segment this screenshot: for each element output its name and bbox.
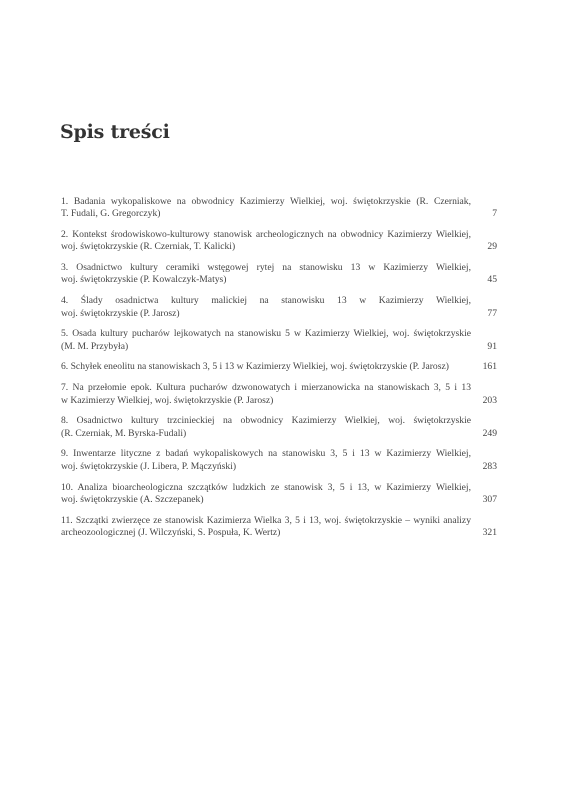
toc-entry-title	[61, 229, 471, 254]
toc-entry	[61, 295, 497, 320]
toc-entry-line: 4. Ślady osadnictwa kultury malickiej na stanowisku 13 w Kazimierzy Wielkiej,	[61, 295, 471, 307]
toc-entry-line: 3. Osadnictwo kultury ceramiki wstęgowej rytej na stanowisku 13 w Kazimierzy Wielkiej,	[61, 262, 471, 274]
table-of-contents	[61, 196, 497, 548]
toc-entry	[61, 196, 497, 221]
toc-entry-line: 9. Inwentarze lityczne z badań wykopaliskowych na stanowisku 3, 5 i 13 w Kazimierzy Wielkiej,	[61, 448, 471, 460]
toc-entry-line: 6. Schyłek eneolitu na stanowiskach 3, 5 i 13 w Kazimierzy Wielkiej, woj. świętokrzyskie (P. Jarosz)	[61, 361, 449, 373]
toc-entry-title	[61, 295, 471, 320]
toc-entry-line: woj. świętokrzyskie (P. Kowalczyk-Matys)	[61, 274, 227, 286]
toc-page-number: 249	[482, 427, 497, 439]
toc-entry	[61, 415, 497, 440]
toc-entry-line: 7. Na przełomie epok. Kultura pucharów dzwonowatych i mierzanowicka na stanowiskach 3, 5 i 13	[61, 382, 471, 394]
toc-entry-line: w Kazimierzy Wielkiej, woj. świętokrzyskie (P. Jarosz)	[61, 394, 274, 406]
toc-page-number: 161	[482, 361, 497, 373]
toc-entry-line: 8. Osadnictwo kultury trzcinieckiej na obwodnicy Kazimierzy Wielkiej, woj. świętokrzyskie	[61, 415, 471, 427]
toc-page-number: 91	[487, 340, 497, 352]
toc-entry	[61, 482, 497, 507]
page-title: Spis treści	[60, 121, 170, 143]
toc-page-number: 283	[482, 460, 497, 472]
toc-entry	[61, 515, 497, 540]
toc-entry-line: (M. M. Przybyła)	[61, 340, 129, 352]
toc-page-number: 307	[482, 493, 497, 505]
toc-entry-title	[61, 415, 471, 440]
toc-entry-title	[61, 382, 471, 407]
toc-page-number: 45	[487, 274, 497, 286]
toc-entry	[61, 328, 497, 353]
toc-entry	[61, 382, 497, 407]
toc-entry	[61, 448, 497, 473]
toc-page-number: 77	[487, 307, 497, 319]
toc-entry-line: woj. świętokrzyskie (P. Jarosz)	[61, 307, 180, 319]
toc-entry-line: woj. świętokrzyskie (A. Szczepanek)	[61, 493, 204, 505]
toc-entry-line: (R. Czerniak, M. Byrska-Fudali)	[61, 427, 187, 439]
toc-entry	[61, 229, 497, 254]
toc-entry-title	[61, 262, 471, 287]
toc-page-number: 29	[487, 241, 497, 253]
toc-page-number: 7	[492, 208, 497, 220]
toc-entry-line: T. Fudali, G. Gregorczyk)	[61, 208, 161, 220]
toc-entry-line: 2. Kontekst środowiskowo-kulturowy stanowisk archeologicznych na obwodnicy Kazimierzy Wielkiej,	[61, 229, 471, 241]
toc-entry-line: woj. świętokrzyskie (J. Libera, P. Mączyński)	[61, 460, 237, 472]
toc-entry-title	[61, 515, 471, 540]
toc-entry-line: woj. świętokrzyskie (R. Czerniak, T. Kalicki)	[61, 241, 236, 253]
toc-entry-title	[61, 448, 471, 473]
toc-entry-line: 1. Badania wykopaliskowe na obwodnicy Kazimierzy Wielkiej, woj. świętokrzyskie (R. Czerniak,	[61, 196, 471, 207]
toc-entry-title	[61, 328, 471, 353]
toc-entry	[61, 361, 497, 373]
toc-entry	[61, 262, 497, 287]
toc-page-number: 203	[482, 394, 497, 406]
toc-entry-line: 10. Analiza bioarcheologiczna szczątków ludzkich ze stanowisk 3, 5 i 13, w Kazimierzy Wielkiej,	[61, 481, 471, 493]
toc-entry-line: 11. Szczątki zwierzęce ze stanowisk Kazimierza Wielka 3, 5 i 13, woj. świętokrzyskie – wyniki analizy	[61, 514, 471, 526]
toc-entry-line: 5. Osada kultury pucharów lejkowatych na stanowisku 5 w Kazimierzy Wielkiej, woj. świętokrzyskie	[61, 328, 471, 340]
toc-entry-title	[61, 361, 471, 373]
toc-entry-title	[61, 482, 471, 507]
toc-entry-line: archeozoologicznej (J. Wilczyński, S. Pospuła, K. Wertz)	[61, 526, 281, 538]
toc-entry-title	[61, 196, 471, 221]
toc-page-number: 321	[482, 526, 497, 538]
